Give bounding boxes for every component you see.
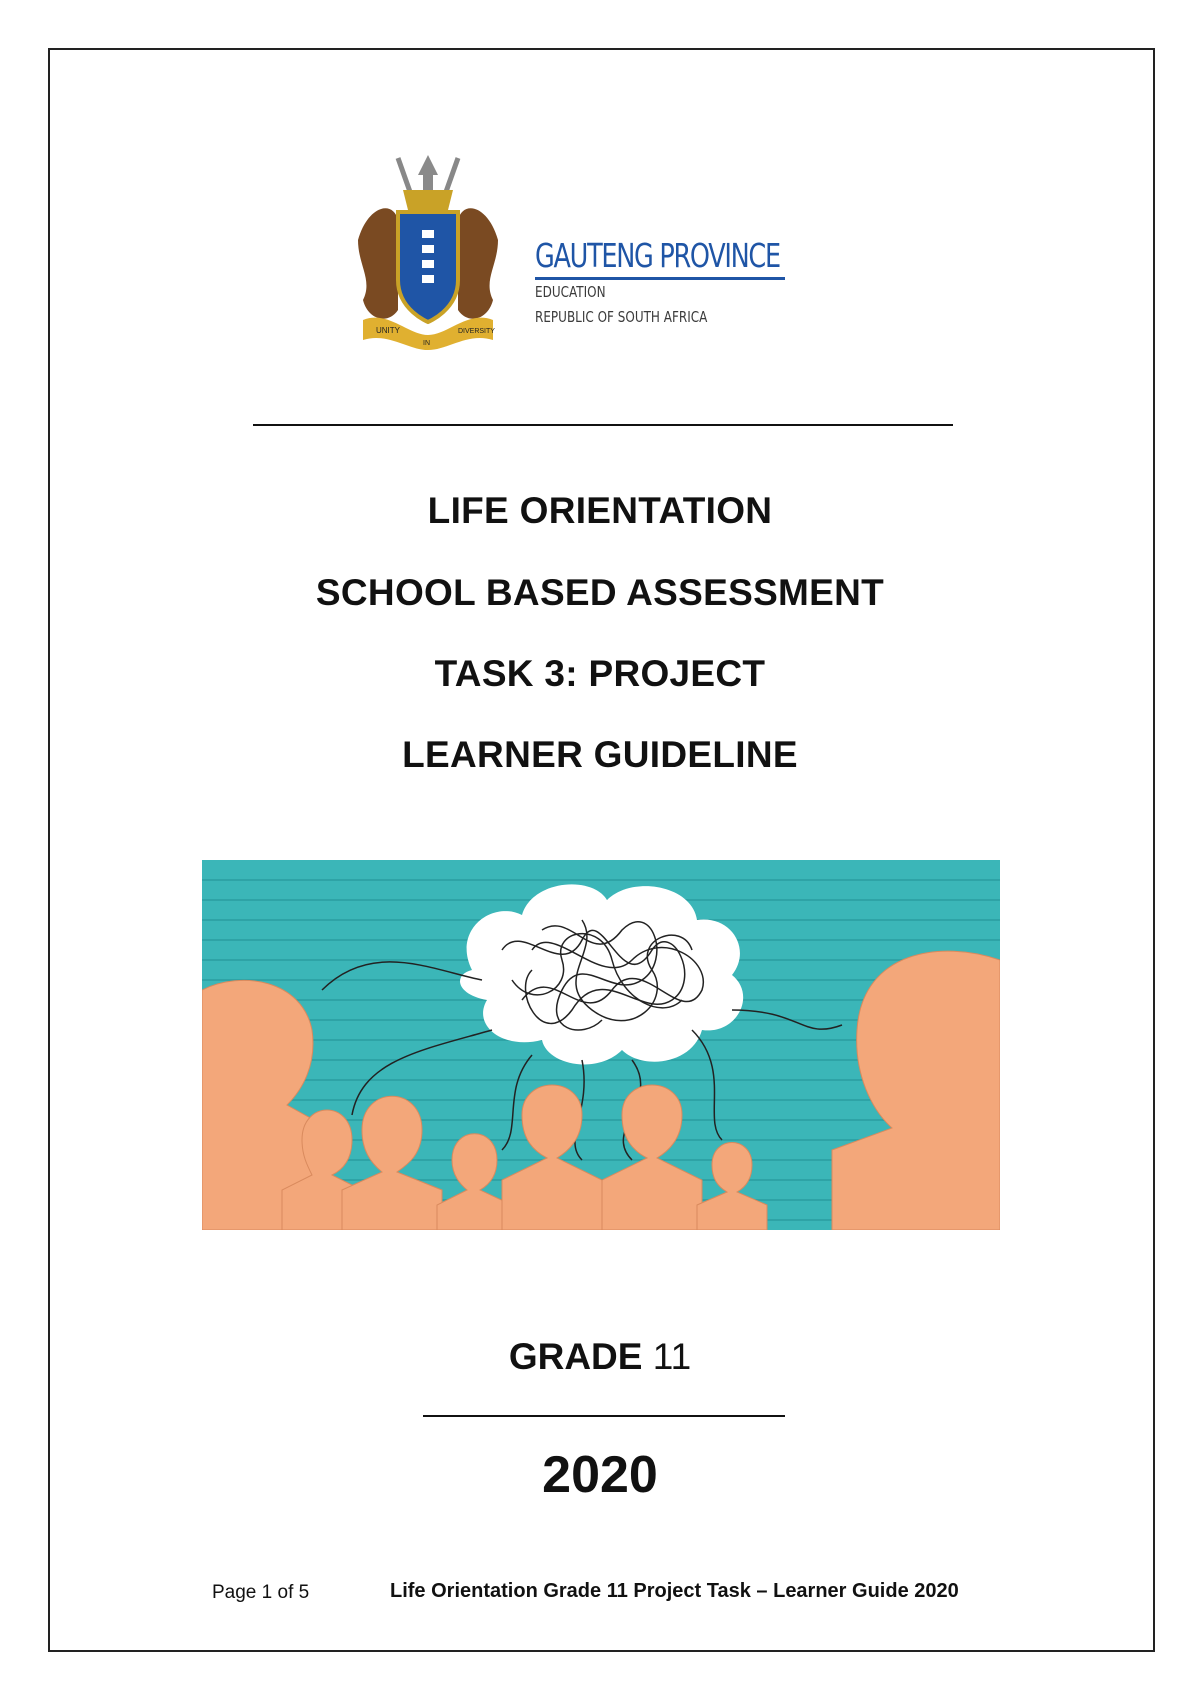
grade-word: GRADE xyxy=(508,1336,643,1377)
guideline-heading: LEARNER GUIDELINE xyxy=(402,734,798,775)
year: 2020 xyxy=(542,1446,658,1504)
logo-department: EDUCATION xyxy=(535,283,606,301)
footer-title: Life Orientation Grade 11 Project Task – Learner Guide 2020 xyxy=(390,1580,959,1602)
logo-country: REPUBLIC OF SOUTH AFRICA xyxy=(535,308,708,326)
grade-divider xyxy=(423,1415,785,1417)
lion-left-icon xyxy=(358,208,398,318)
assessment-heading: SCHOOL BASED ASSESSMENT xyxy=(315,572,885,613)
discussion-illustration xyxy=(202,860,1000,1230)
subject-heading: LIFE ORIENTATION xyxy=(427,490,773,531)
svg-text:IN: IN xyxy=(423,340,430,347)
footer-page-number: Page 1 of 5 xyxy=(212,1582,310,1603)
top-divider xyxy=(253,424,953,426)
lion-right-icon xyxy=(458,208,498,318)
svg-text:UNITY: UNITY xyxy=(376,326,400,335)
crown-icon xyxy=(403,190,453,210)
logo-text xyxy=(535,236,820,330)
svg-text:DIVERSITY: DIVERSITY xyxy=(458,328,495,335)
task-heading: TASK 3: PROJECT xyxy=(434,653,766,694)
logo-province: GAUTENG PROVINCE xyxy=(535,236,780,275)
grade-number: 11 xyxy=(652,1336,692,1377)
grade-label xyxy=(0,1336,1200,1378)
